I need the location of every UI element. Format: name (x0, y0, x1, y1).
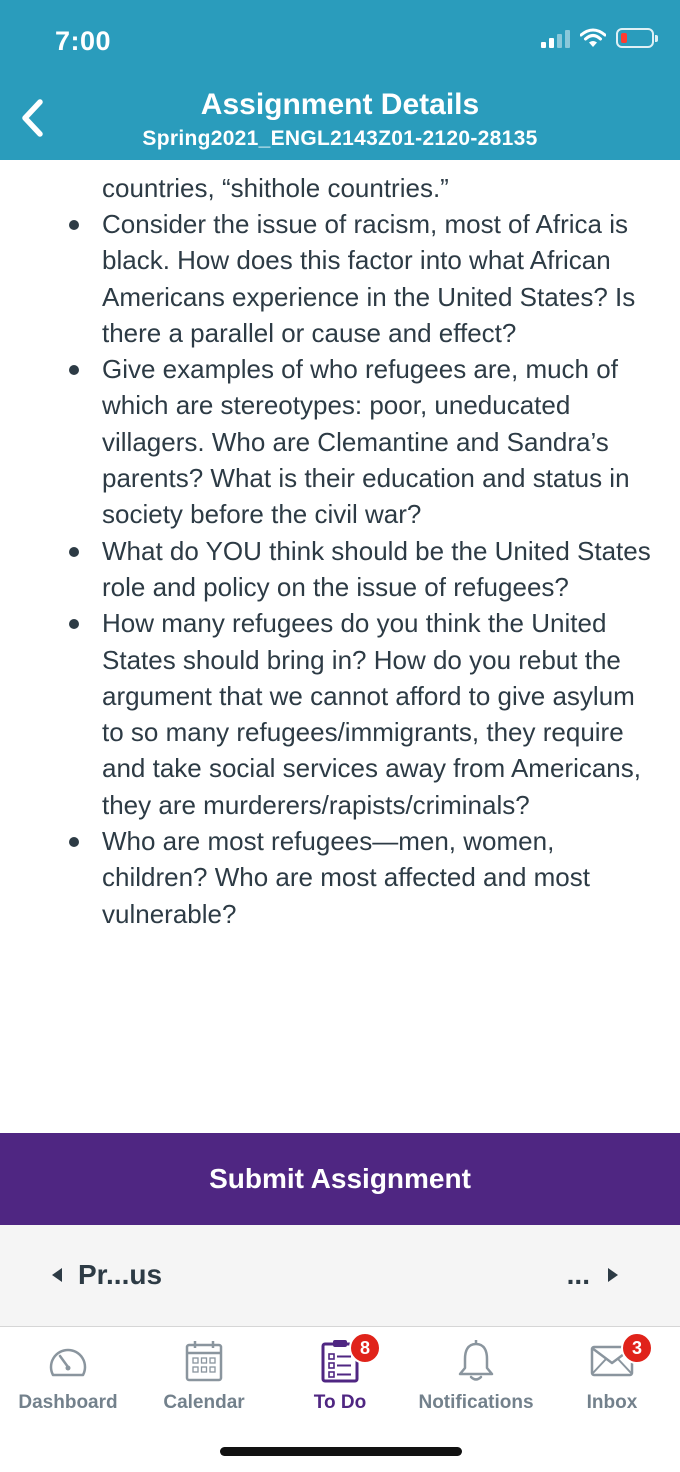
todo-badge: 8 (349, 1332, 381, 1364)
bullet-icon (69, 365, 79, 375)
list-item: How many refugees do you think the United States should bring in? How do you rebut the argument that we cannot afford to give asylum to so many refugees/immigrants, they require and take social services away from Americans, they are murderers/rapists/criminals? (0, 605, 680, 823)
course-subtitle: Spring2021_ENGL2143Z01-2120-28135 (142, 127, 538, 150)
assignment-description (0, 160, 680, 1133)
list-item: Give examples of who refugees are, much of which are stereotypes: poor, uneducated villagers. Who are Clemantine and Sandra’s parents? What is their education and status in society before the civil war? (0, 351, 680, 532)
cellular-signal-icon (541, 28, 570, 48)
dashboard-icon (45, 1338, 91, 1384)
battery-icon (616, 28, 654, 48)
tab-inbox[interactable]: 3 Inbox (544, 1328, 680, 1428)
home-indicator (220, 1447, 462, 1456)
page-title: Assignment Details (200, 88, 480, 121)
tab-notifications[interactable]: Notifications (408, 1328, 544, 1428)
next-button[interactable] (567, 1259, 618, 1291)
list-item: Who are most refugees—men, women, children? Who are most affected and most vulnerable? (0, 823, 680, 932)
tab-dashboard[interactable]: Dashboard (0, 1328, 136, 1428)
previous-button[interactable] (52, 1259, 162, 1291)
inbox-badge: 3 (621, 1332, 653, 1364)
tab-todo[interactable]: 8 To Do (272, 1328, 408, 1428)
submit-assignment-button[interactable]: Submit Assignment (0, 1133, 680, 1225)
bullet-icon (69, 220, 79, 230)
pager (0, 1225, 680, 1327)
triangle-right-icon (608, 1268, 618, 1282)
tab-calendar[interactable]: Calendar (136, 1328, 272, 1428)
calendar-icon (181, 1338, 227, 1384)
previous-label: Pr...us (78, 1259, 163, 1290)
triangle-left-icon (52, 1268, 62, 1282)
bullet-icon (69, 837, 79, 847)
app-header (0, 0, 680, 160)
list-item: Consider the issue of racism, most of Africa is black. How does this factor into what African Americans experience in the United States? Is there a parallel or cause and effect? (0, 206, 680, 351)
next-label: ... (566, 1259, 590, 1290)
bullet-icon (69, 619, 79, 629)
text-fragment: countries, “shithole countries.” (102, 173, 449, 203)
status-icons (541, 28, 654, 48)
list-item: What do YOU think should be the United States role and policy on the issue of refugees? (0, 533, 680, 606)
status-time: 7:00 (55, 26, 112, 56)
question-list (0, 206, 680, 932)
wifi-icon (580, 28, 606, 48)
bell-icon (453, 1338, 499, 1384)
bullet-icon (69, 547, 79, 557)
